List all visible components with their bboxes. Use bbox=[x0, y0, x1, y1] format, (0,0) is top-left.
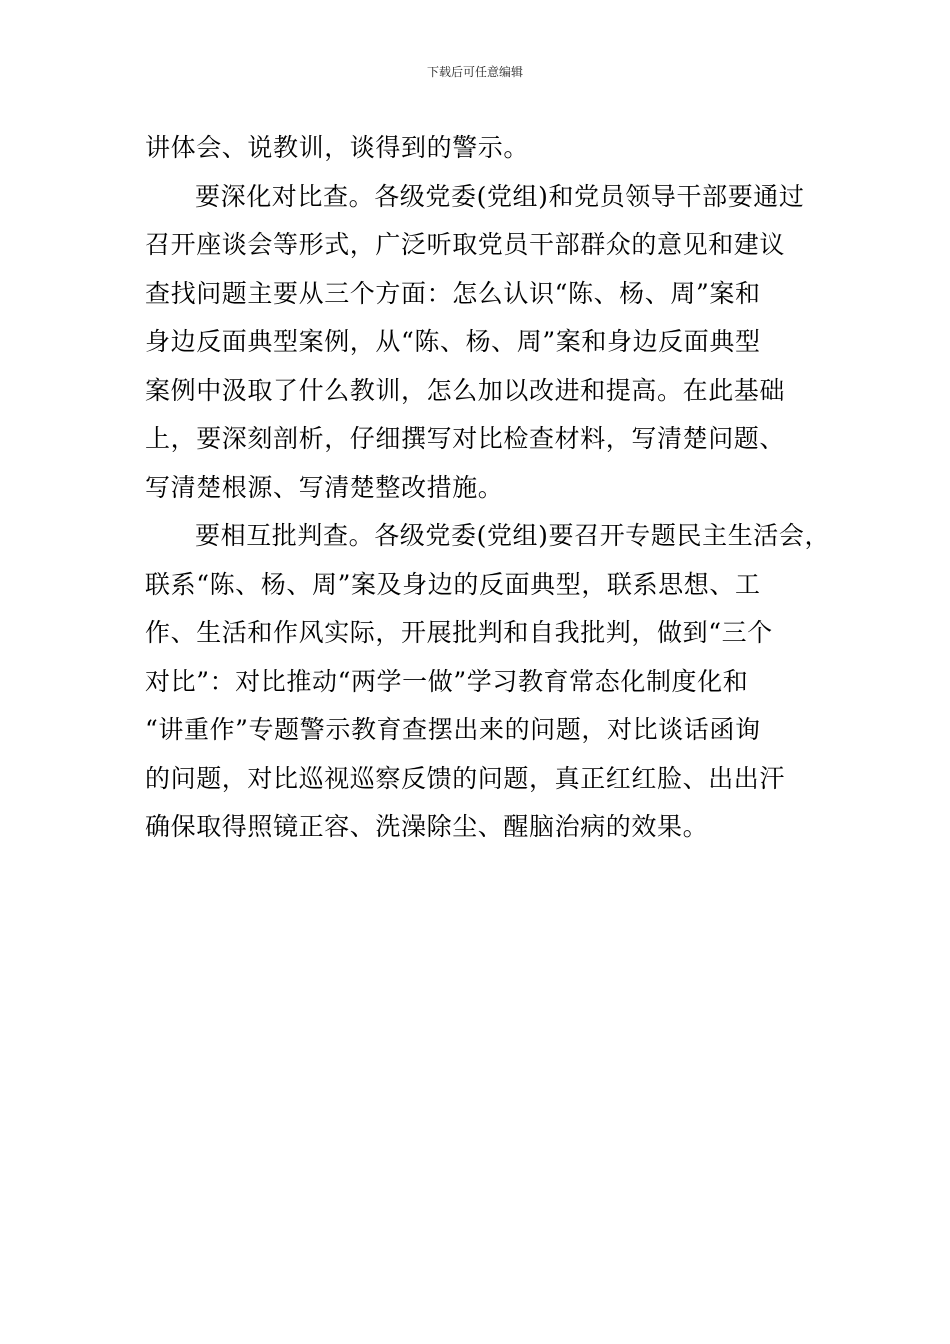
text-line: 身边反面典型案例，从“陈、杨、周”案和身边反面典型 bbox=[145, 327, 761, 356]
document-body bbox=[145, 124, 831, 852]
text-line: “讲重作”专题警示教育查摆出来的问题，对比谈话函询 bbox=[145, 715, 761, 744]
text-line: 上，要深刻剖析，仔细撰写对比检查材料，写清楚问题、 bbox=[145, 424, 786, 453]
text-line: 对比”：对比推动“两学一做”学习教育常态化制度化和 bbox=[145, 666, 749, 696]
paragraph-first-line: 要相互批判查。各级党委(党组)要召开专题民主生活会， bbox=[195, 521, 831, 550]
page-header-note: 下载后可任意编辑 bbox=[426, 65, 523, 79]
text-line: 作、生活和作风实际，开展批判和自我批判，做到“三个 bbox=[145, 618, 773, 647]
text-line: 确保取得照镜正容、洗澡除尘、醒脑治病的效果。 bbox=[145, 812, 709, 841]
text-line: 查找问题主要从三个方面：怎么认识“陈、杨、周”案和 bbox=[145, 278, 761, 308]
text-line: 联系“陈、杨、周”案及身边的反面典型，联系思想、工 bbox=[145, 569, 761, 599]
text-line: 的问题，对比巡视巡察反馈的问题，真正红红脸、出出汗 bbox=[145, 763, 786, 793]
text-line: 写清楚根源、写清楚整改措施。 bbox=[145, 472, 504, 502]
text-line: 讲体会、说教训，谈得到的警示。 bbox=[145, 133, 530, 162]
paragraph-first-line: 要深化对比查。各级党委(党组)和党员领导干部要通过 bbox=[195, 181, 805, 211]
text-line: 召开座谈会等形式，广泛听取党员干部群众的意见和建议 bbox=[145, 230, 786, 259]
text-line: 案例中汲取了什么教训，怎么加以改进和提高。在此基础 bbox=[145, 375, 786, 405]
